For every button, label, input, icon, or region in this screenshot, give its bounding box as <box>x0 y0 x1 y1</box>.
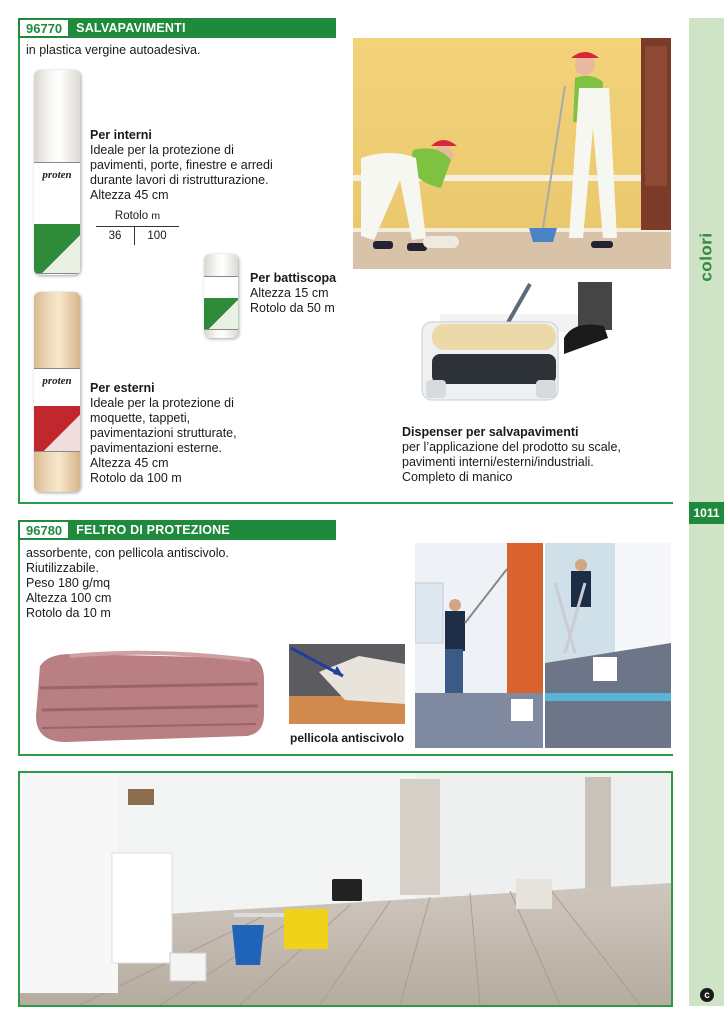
section-header <box>18 18 336 38</box>
brand-logo: proten <box>42 169 72 181</box>
section-intro: in plastica vergine autoadesiva. <box>26 43 201 57</box>
copyright-icon: c <box>700 988 714 1002</box>
feltro-line: assorbente, con pellicola antiscivolo. <box>26 546 229 560</box>
category-text: colori <box>697 232 717 282</box>
dispenser-description <box>402 425 621 485</box>
esterni-line: moquette, tappeti, <box>90 411 191 425</box>
brand-logo: proten <box>42 375 72 387</box>
workers-photo <box>353 38 671 269</box>
feltro-description <box>26 546 229 621</box>
rotolo-value: 100 <box>147 230 167 242</box>
feltro-line: Rotolo da 10 m <box>26 606 111 620</box>
product-code: 96770 <box>20 20 68 36</box>
interni-line: pavimenti, porte, finestre e arredi <box>90 158 273 172</box>
esterni-line: Ideale per la protezione di <box>90 396 234 410</box>
room-renovation-photo <box>20 773 671 1005</box>
feltro-line: Peso 180 g/mq <box>26 576 111 590</box>
interni-line: Ideale per la protezione di <box>90 143 234 157</box>
painting-photo-left <box>415 543 543 748</box>
esterni-line: Altezza 45 cm <box>90 456 169 470</box>
feltro-line: Altezza 100 cm <box>26 591 112 605</box>
dispenser-line: pavimenti interni/esterni/industriali. <box>402 455 594 469</box>
esterni-description <box>90 381 237 486</box>
painting-photo-right <box>545 543 671 748</box>
interni-description <box>90 128 273 203</box>
dispenser-photo <box>418 280 614 408</box>
felt-blanket-image <box>30 630 264 746</box>
battiscopa-line: Rotolo da 50 m <box>250 301 335 315</box>
dispenser-title: Dispenser per salvapavimenti <box>402 425 579 439</box>
interni-title: Per interni <box>90 128 152 142</box>
interni-line: Altezza 45 cm <box>90 188 169 202</box>
roll-esterni-image <box>34 292 80 492</box>
battiscopa-description <box>250 271 336 316</box>
page-number: 1011 <box>689 502 724 524</box>
section-title: FELTRO DI PROTEZIONE <box>76 523 230 537</box>
esterni-title: Per esterni <box>90 381 155 395</box>
esterni-line: Rotolo da 100 m <box>90 471 182 485</box>
feltro-line: Riutilizzabile. <box>26 561 99 575</box>
esterni-line: pavimentazioni strutturate, <box>90 426 237 440</box>
side-category-label <box>692 222 722 292</box>
roll-interni-image <box>34 70 80 275</box>
rotolo-value: 36 <box>96 227 135 246</box>
product-code: 96780 <box>20 522 68 538</box>
battiscopa-line: Altezza 15 cm <box>250 286 329 300</box>
antislip-caption: pellicola antiscivolo <box>290 731 405 745</box>
antislip-film-image <box>289 644 405 724</box>
section-header <box>18 520 336 540</box>
rotolo-header: Rotolo m <box>96 207 179 227</box>
dispenser-line: per l’applicazione del prodotto su scale, <box>402 440 621 454</box>
rotolo-table <box>96 207 179 245</box>
esterni-line: pavimentazioni esterne. <box>90 441 223 455</box>
section-title: SALVAPAVIMENTI <box>76 21 186 35</box>
roll-battiscopa-image <box>204 254 238 338</box>
interni-line: durante lavori di ristrutturazione. <box>90 173 269 187</box>
battiscopa-title: Per battiscopa <box>250 271 337 285</box>
dispenser-line: Completo di manico <box>402 470 513 484</box>
